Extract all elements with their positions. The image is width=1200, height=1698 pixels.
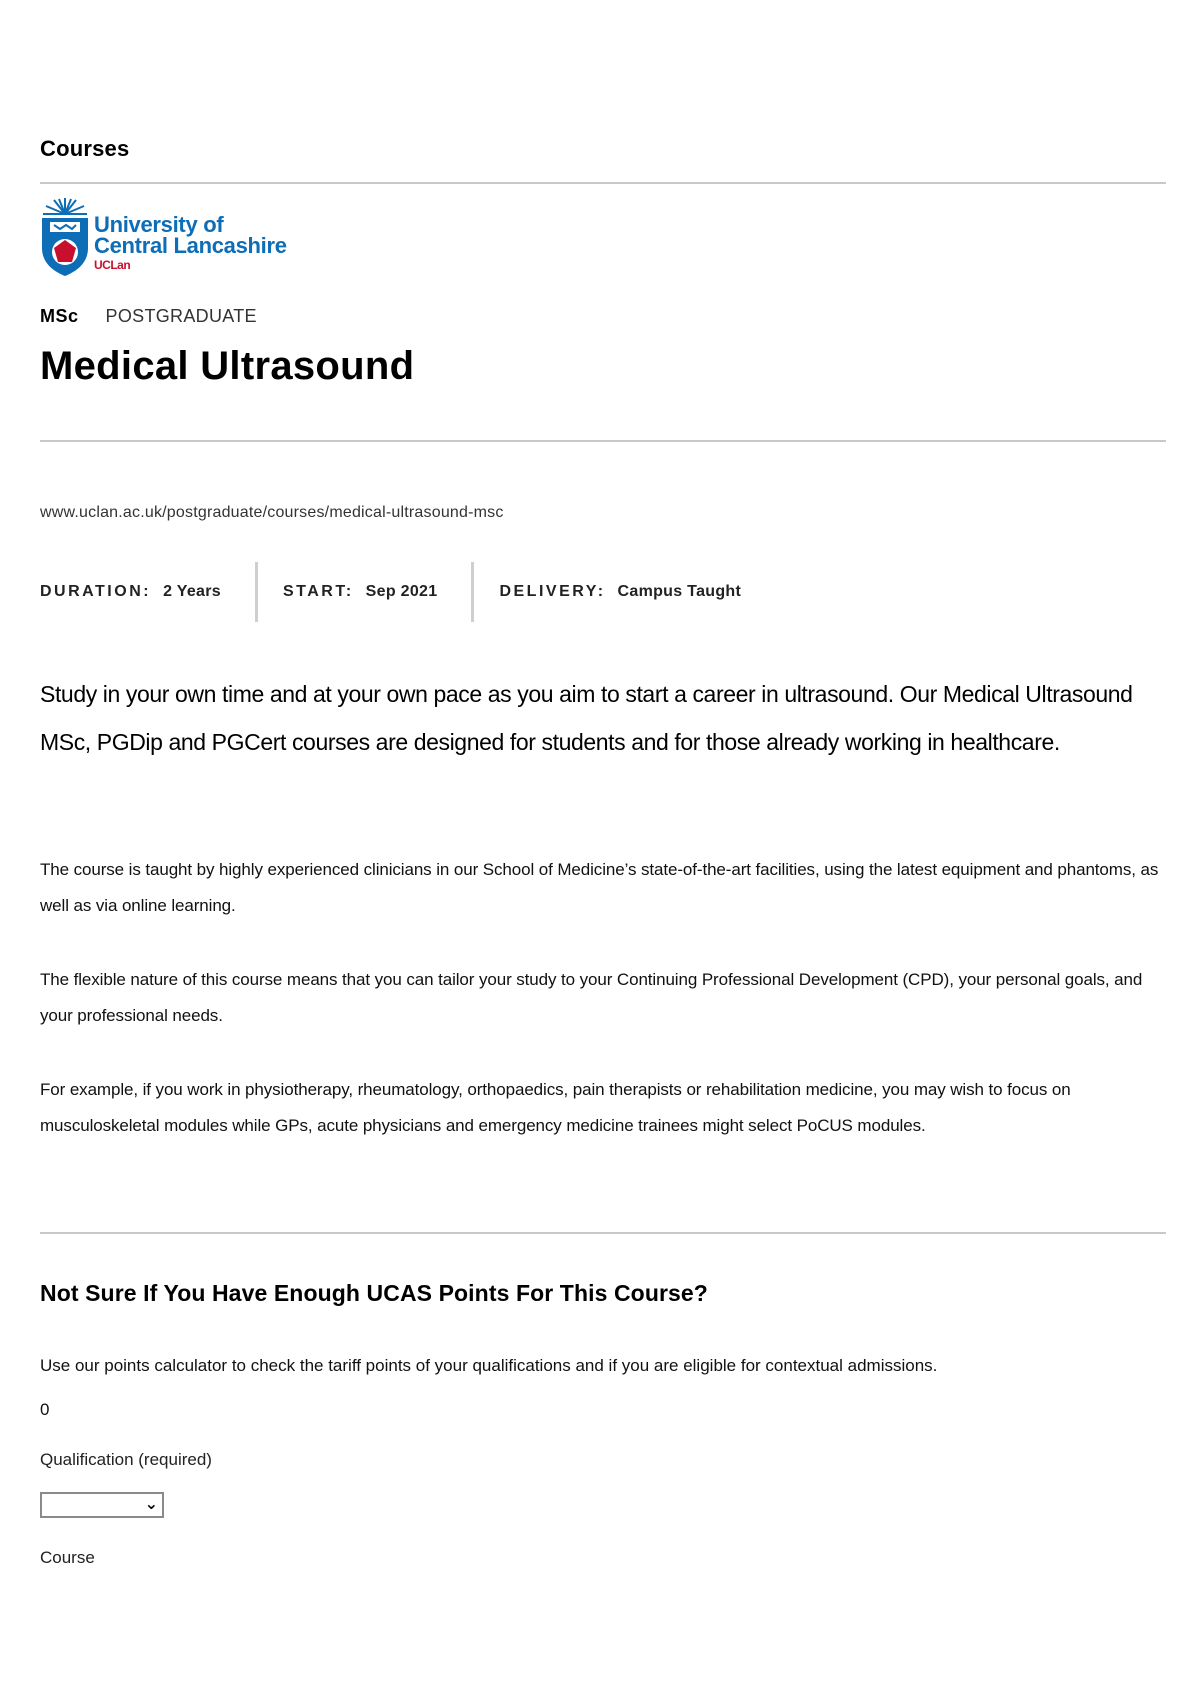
course-label: Course: [40, 1548, 95, 1567]
key-facts: [40, 562, 775, 622]
crest-icon: [40, 196, 90, 282]
divider: [40, 1232, 1166, 1234]
paragraph: The course is taught by highly experienced clinicians in our School of Medicine’s state-of-the-art facilities, using the latest equipment and phantoms, as well as via online learning.: [40, 860, 1159, 915]
logo-wordmark: University of Central Lancashire: [94, 212, 287, 258]
fact-delivery: DELIVERY: Campus Taught: [471, 562, 775, 622]
page-title: Medical Ultrasound: [40, 344, 415, 388]
calculator-heading: Not Sure If You Have Enough UCAS Points For This Course?: [40, 1280, 708, 1306]
study-level: POSTGRADUATE: [105, 306, 257, 326]
uclan-logo[interactable]: [40, 196, 300, 282]
divider: [40, 182, 1166, 184]
qualification-select[interactable]: [40, 1492, 164, 1518]
fact-duration: DURATION: 2 Years: [40, 583, 221, 600]
intro-lead: Study in your own time and at your own pace as you aim to start a career in ultrasound. Our Medical Ultrasound MSc, PGDip and PGCert courses are designed for students and for those already working in healthcare.: [40, 681, 1133, 755]
courses-heading: Courses: [40, 136, 130, 161]
qualification-label: Qualification (required): [40, 1450, 212, 1469]
paragraph: The flexible nature of this course means that you can tailor your study to your Continuing Professional Development (CPD), your personal goals, and your professional needs.: [40, 970, 1143, 1025]
chevron-down-icon: ⌄: [144, 1496, 158, 1513]
degree-badge: MSc: [40, 306, 79, 326]
course-level: [40, 306, 257, 327]
calculator-description: Use our points calculator to check the tariff points of your qualifications and if you are eligible for contextual admissions.: [40, 1356, 938, 1375]
fact-start: START: Sep 2021: [255, 562, 472, 622]
points-total: 0: [40, 1400, 50, 1419]
divider: [40, 440, 1166, 442]
course-url[interactable]: www.uclan.ac.uk/postgraduate/courses/medical-ultrasound-msc: [40, 504, 504, 521]
paragraph: For example, if you work in physiotherapy, rheumatology, orthopaedics, pain therapists or rehabilitation medicine, you may wish to focus on musculoskeletal modules while GPs, acute physicians and emergency medicine trainees might select PoCUS modules.: [40, 1080, 1071, 1135]
logo-sub: UCLan: [94, 258, 131, 272]
